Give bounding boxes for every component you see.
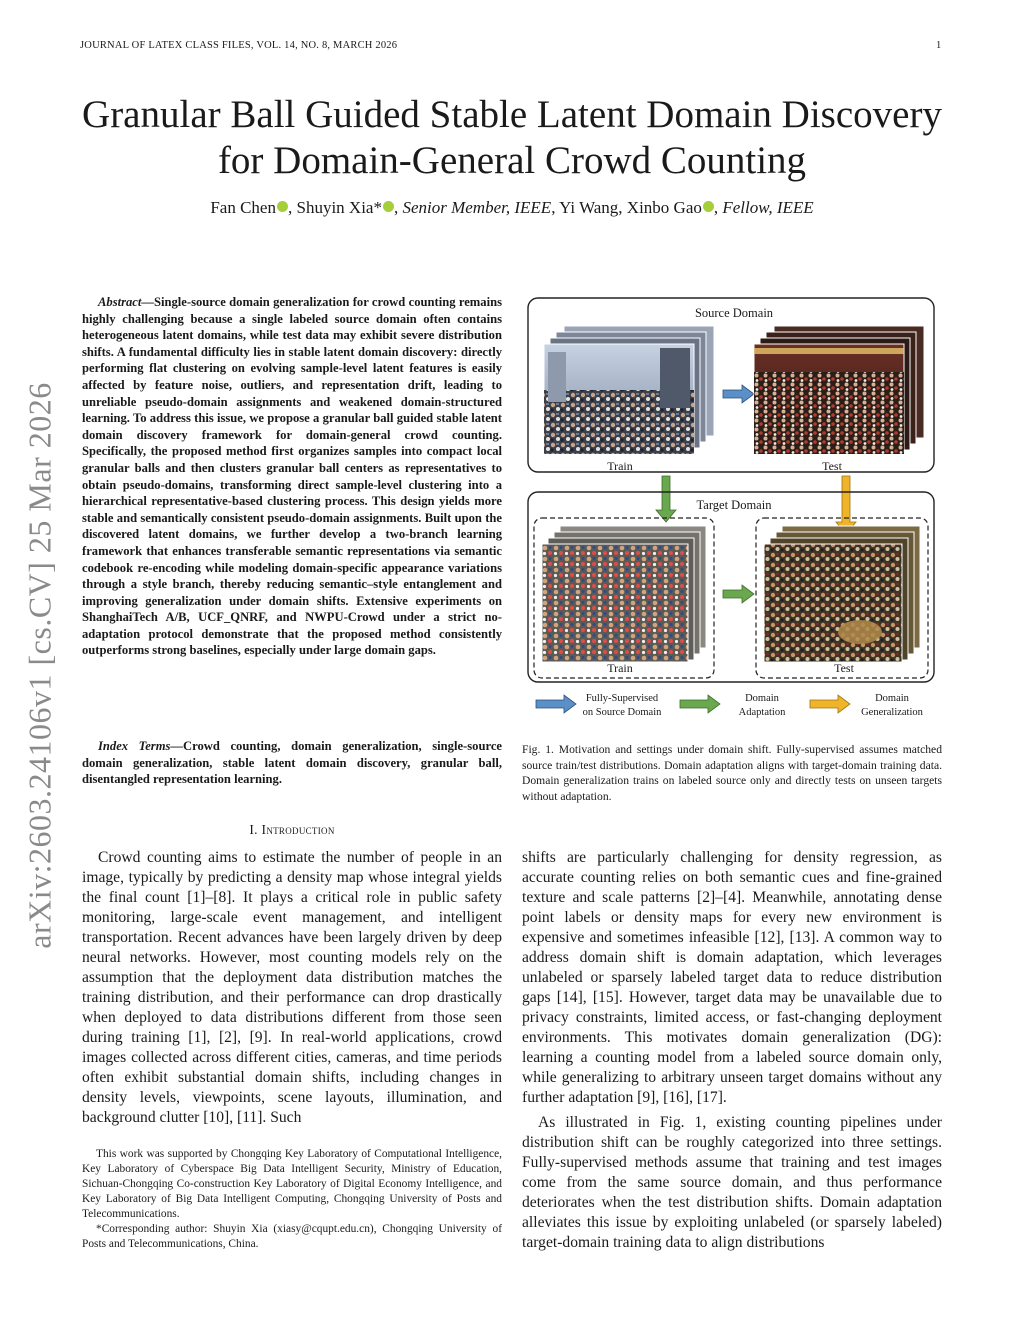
- intro-paragraph-1: Crowd counting aims to estimate the number of people in an image, typically by predicting a density map whose integral yields the final count [1]–[8]. It plays a critical role in public safety monitoring, large-scale event management, and intelligent transportation. Recent advances have been largely driven by deep neural networks. However, most counting models rely on the assumption that the deployment data distribution matches the training distribution, and their performance can drop drastically when deployed to data distributions different from those seen during training [1], [2], [9]. In real-world applications, crowd images collected across different cities, cameras, and time periods often exhibit substantial domain shifts, including changes in density levels, viewpoints, scene layouts, illumination, and background clutter [10], [11]. Such: [82, 849, 502, 1126]
- author-role: Senior Member, IEEE: [402, 198, 552, 217]
- legend-fully-supervised-line2: on Source Domain: [582, 707, 662, 718]
- intro-paragraph-2: As illustrated in Fig. 1, existing counting pipelines under distribution shift can be roughly categorized into three settings. Fully-supervised methods assume that training and test images come from the same source domain, and thus performance deteriorates when the test distribution shifts. Domain adaptation alleviates this issue by exploiting unlabeled (or sparsely labeled) target-domain training data to align distributions: [522, 1114, 942, 1251]
- abstract-text: Single-source domain generalization for crowd counting remains highly challenging because a single labeled source domain often contains heterogeneous latent domains, while test data may exhibit severe distribution shifts. A fundamental difficulty lies in stable latent domain discovery: directly performing flat clustering on evolving sample-level latent features is easily affected by feature noise, outliers, and representation drift, leading to unreliable pseudo-domain assignments and weakened domain-structured learning. To address this issue, we propose a granular ball guided stable latent domain discovery framework for domain-general crowd counting. Specifically, the proposed method first organizes samples into compact local granular balls and then clusters granular ball centers as representatives to obtain pseudo-domains, transforming direct sample-level clustering into a hierarchical representative-based clustering process. This design yields more stable and semantically consistent pseudo-domain assignments. Built upon the discovered latent domains, we further develop a two-branch learning framework that enhances transferable semantic representations via semantic codebook re-encoding while modeling domain-specific appearance variations through a style branch, thereby reducing semantic–style entanglement and improving generalization under domain shifts. Extensive experiments on ShanghaiTech A/B, UCF_QNRF, and NWPU-Crowd under a strict no-adaptation protocol demonstrate that the proposed method consistently outperforms strong baselines, especially under large domain gaps.: [82, 295, 502, 658]
- domain-adaptation-arrow-down: [656, 476, 676, 522]
- author-line: Fan Chen , Shuyin Xia* , Senior Member, IEEE, Yi Wang, Xinbo Gao , Fellow, IEEE: [210, 198, 814, 217]
- footnote-funding: This work was supported by Chongqing Key Laboratory of Computational Intelligence, Key Laboratory of Cyberspace Big Data Intelligent Security, Ministry of Education, Sichuan-Chongqing Co-construction Key Laboratory of Digital Economy Intelligence, and Key Laboratory of Big Data Intelligent Computing, Chongqing University of Posts and Telecommunications.: [82, 1148, 502, 1220]
- legend-domain-generalization-line2: Generalization: [861, 707, 923, 718]
- legend-fully-supervised-line1: Fully-Supervised: [585, 693, 659, 704]
- legend-fully-supervised-arrow: [536, 695, 576, 713]
- legend-domain-generalization-line1: Domain: [875, 693, 909, 704]
- legend-domain-adaptation-arrow: [680, 695, 720, 713]
- page-number: 1: [936, 40, 942, 51]
- source-train-label: Train: [607, 459, 633, 473]
- figure-1: [520, 292, 944, 732]
- author-name: Shuyin Xia*: [296, 198, 382, 217]
- section-heading: [82, 822, 502, 838]
- orcid-icon[interactable]: [277, 201, 288, 212]
- section-title: Introduction: [261, 822, 335, 837]
- paper-title: Granular Ball Guided Stable Latent Domain Discovery for Domain-General Crowd Counting: [82, 93, 942, 182]
- arxiv-identifier: arXiv:2603.24106v1 [cs.CV] 25 Mar 2026: [21, 381, 58, 949]
- domain-generalization-arrow-down: [836, 476, 856, 534]
- author-name: Fan Chen: [210, 198, 276, 217]
- index-terms: [82, 738, 502, 788]
- legend-domain-adaptation-line1: Domain: [745, 693, 779, 704]
- abstract-label: Abstract—: [98, 295, 154, 309]
- arxiv-side-stamp: [10, 370, 70, 960]
- abstract: [82, 294, 502, 659]
- source-domain-label: Source Domain: [694, 306, 774, 320]
- source-train-image-stack: [544, 326, 714, 454]
- author-role: Fellow, IEEE: [722, 198, 814, 217]
- figure-legend: [536, 693, 924, 718]
- source-test-label: Test: [822, 459, 842, 473]
- footnote-corresponding-author: *Corresponding author: Shuyin Xia (xiasy@cqupt.edu.cn), Chongqing University of Posts and Telecommunications, China.: [82, 1223, 502, 1250]
- orcid-icon[interactable]: [703, 201, 714, 212]
- target-train-image-stack: [542, 526, 706, 662]
- target-train-label: Train: [607, 661, 633, 675]
- orcid-icon[interactable]: [383, 201, 394, 212]
- legend-domain-adaptation-line2: Adaptation: [738, 707, 786, 718]
- intro-paragraph-1-continued: shifts are particularly challenging for density regression, as accurate counting relies on both semantic cues and fine-grained texture and scale patterns [2]–[4]. Meanwhile, annotating dense point labels or density maps for every new environment is expensive and sometimes infeasible [12], [13]. A common way to address domain shift is domain adaptation, which leverages unlabeled or sparsely labeled target data to reduce distribution gaps [14], [15]. However, target data may be unavailable due to privacy constraints, limited access, or fast-changing deployment environments. This motivates domain generalization (DG): learning a counting model from a labeled source domain only, while generalizing to arbitrary unseen target domains without any further adaptation [9], [16], [17].: [522, 849, 942, 1106]
- author-name: Yi Wang: [559, 198, 619, 217]
- section-numeral: I.: [249, 822, 258, 837]
- target-test-image-stack: [764, 526, 920, 662]
- target-test-label: Test: [834, 661, 854, 675]
- index-terms-label: Index Terms—: [98, 739, 184, 753]
- running-head: JOURNAL OF LATEX CLASS FILES, VOL. 14, NO. 8, MARCH 2026: [80, 40, 398, 51]
- figure-caption: Fig. 1. Motivation and settings under domain shift. Fully-supervised assumes matched source train/test distributions. Domain adaptation aligns with target-domain training data. Domain generalization trains on labeled source only and directly tests on unseen targets without adaptation.: [522, 743, 942, 803]
- source-test-image-stack: [754, 326, 924, 454]
- legend-domain-generalization-arrow: [810, 695, 850, 713]
- author-name: Xinbo Gao: [626, 198, 702, 217]
- index-terms-text: Crowd counting, domain generalization, single-source domain generalization, stable latent domain discovery, granular ball, disentangled representation learning.: [82, 739, 502, 787]
- domain-adaptation-arrow: [723, 585, 754, 603]
- target-domain-label: Target Domain: [696, 498, 772, 512]
